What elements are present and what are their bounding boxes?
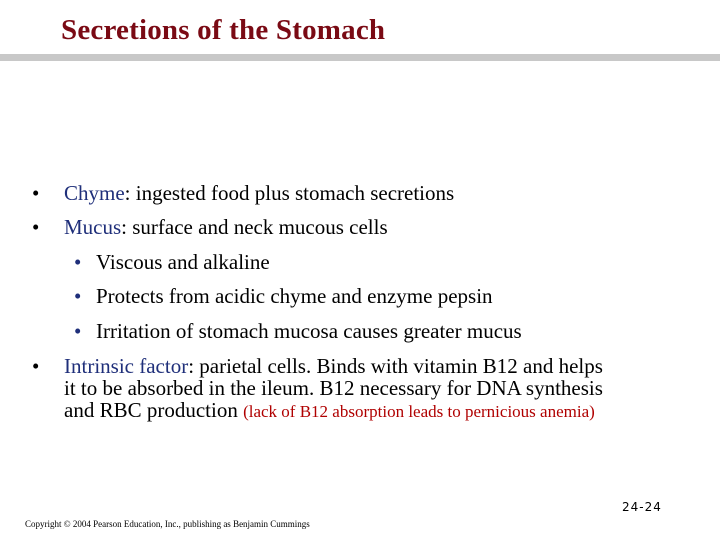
bullet-text-chyme: : ingested food plus stomach secretions: [124, 181, 455, 205]
bullet-symbol: •: [32, 354, 40, 378]
bullet-symbol: •: [74, 319, 82, 343]
bullet-symbol: •: [74, 284, 82, 308]
bullet-symbol: •: [74, 250, 82, 274]
bullet-mucus: [32, 215, 388, 239]
bullet-text-mucus: : surface and neck mucous cells: [121, 215, 388, 239]
intrinsic-note: (lack of B12 absorption leads to pernicious anemia): [243, 402, 595, 421]
intrinsic-line-1: [64, 355, 704, 377]
bullet-symbol: •: [32, 181, 40, 205]
bullet-symbol: •: [32, 215, 40, 239]
bullet-chyme: [32, 181, 455, 205]
bullet-term-mucus: Mucus: [64, 215, 122, 239]
sub-bullet-text: Protects from acidic chyme and enzyme pepsin: [96, 284, 493, 308]
bullet-intrinsic-factor: [32, 354, 704, 423]
sub-bullet: [74, 284, 493, 308]
intrinsic-line-3: [64, 399, 704, 423]
sub-bullet-text: Viscous and alkaline: [96, 250, 270, 274]
intrinsic-text-3: and RBC production: [64, 398, 244, 422]
intrinsic-text-1: : parietal cells. Binds with vitamin B12 and helps: [188, 354, 603, 378]
sub-bullet: [74, 250, 270, 274]
sub-bullet: [74, 319, 522, 343]
slide-number: 24-24: [622, 500, 662, 514]
bullet-term-intrinsic: Intrinsic factor: [64, 354, 189, 378]
intrinsic-line-2: it to be absorbed in the ileum. B12 necessary for DNA synthesis: [64, 376, 603, 400]
title-divider: [0, 54, 720, 61]
copyright-notice: Copyright © 2004 Pearson Education, Inc., publishing as Benjamin Cummings: [25, 519, 310, 529]
slide-title: Secretions of the Stomach: [61, 14, 386, 46]
bullet-term-chyme: Chyme: [64, 181, 125, 205]
sub-bullet-text: Irritation of stomach mucosa causes greater mucus: [96, 319, 522, 343]
